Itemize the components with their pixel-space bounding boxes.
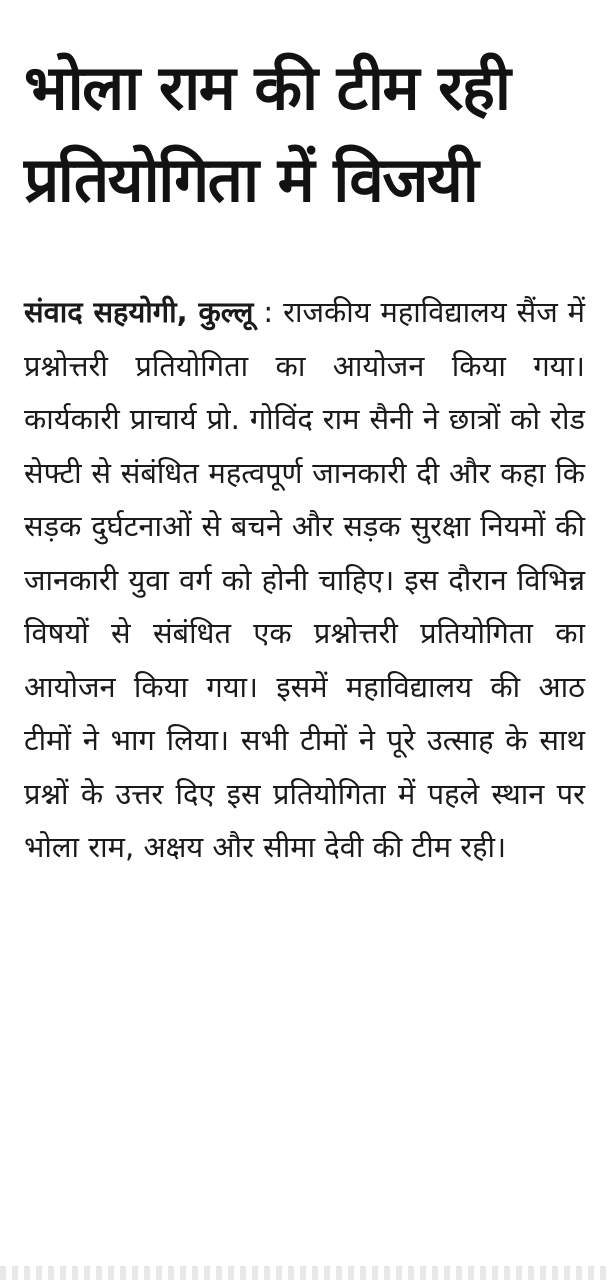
bottom-edge-rule [0,1266,611,1280]
byline: संवाद सहयोगी, कुल्लू [24,295,254,329]
article-body [24,286,585,875]
headline [24,42,585,226]
headline-line-2: प्रतियोगिता में विजयी [24,143,478,216]
article-text: राजकीय महाविद्यालय सैंज में प्रश्नोत्तरी प्रतियोगिता का आयोजन किया गया। कार्यकारी प्राचार्य प्रो. गोविंद राम सैनी ने छात्रों को रोड सेफ्टी से संबंधित महत्वपूर्ण जानकारी दी और कहा कि सड़क दुर्घटनाओं से बचने और सड़क सुरक्षा नियमों की जानकारी युवा वर्ग को होनी चाहिए। इस दौरान विभिन्न विषयों से संबंधित एक प्रश्नोत्तरी प्रतियोगिता का आयोजन किया गया। इसमें महाविद्यालय की आठ टीमों ने भाग लिया। सभी टीमों ने पूरे उत्साह के साथ प्रश्नों के उत्तर दिए इस प्रतियोगिता में पहले स्थान पर भोला राम, अक्षय और सीमा देवी की टीम रही। [24,295,585,864]
headline-line-1: भोला राम की टीम रही [24,51,510,124]
byline-separator: : [253,295,284,329]
